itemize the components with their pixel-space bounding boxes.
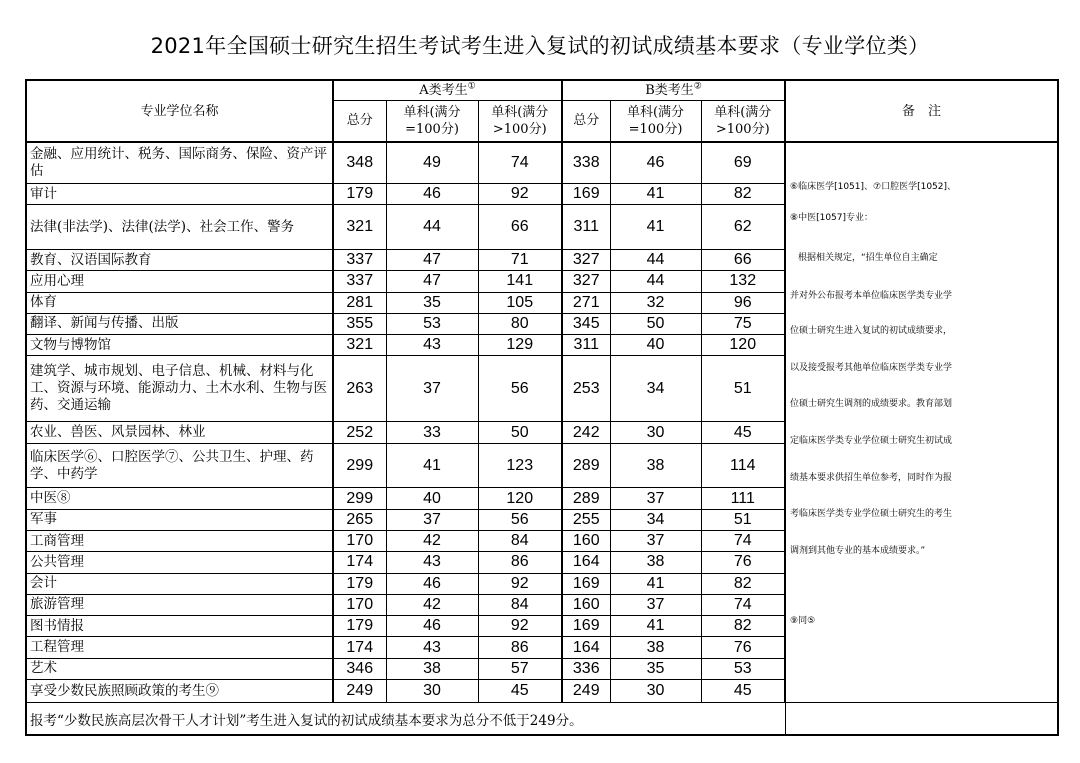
b-total: 160 xyxy=(562,530,610,551)
remark-line: ⑨同⑤ xyxy=(790,616,816,626)
b-single100: 32 xyxy=(610,292,701,313)
header-b-total: 总分 xyxy=(562,100,610,142)
a-single100: 47 xyxy=(386,271,478,292)
a-total: 299 xyxy=(333,443,386,488)
a-single-gt100: 80 xyxy=(478,313,562,334)
b-single-gt100: 96 xyxy=(701,292,785,313)
b-total: 253 xyxy=(562,356,610,422)
a-single-gt100: 86 xyxy=(478,637,562,658)
table-footer-row xyxy=(26,703,1058,735)
b-single-gt100: 76 xyxy=(701,552,785,573)
header-a-single-gt100 xyxy=(478,100,562,142)
a-single-gt100: 92 xyxy=(478,573,562,594)
a-single100: 33 xyxy=(386,422,478,443)
a-single-gt100: 129 xyxy=(478,335,562,356)
b-total: 255 xyxy=(562,509,610,530)
header-remarks: 备 注 xyxy=(785,80,1058,142)
b-total: 289 xyxy=(562,488,610,509)
b-single100: 46 xyxy=(610,142,701,184)
b-single-gt100: 51 xyxy=(701,356,785,422)
b-total: 164 xyxy=(562,552,610,573)
a-single100: 43 xyxy=(386,637,478,658)
b-single100: 38 xyxy=(610,637,701,658)
a-single-gt100: 120 xyxy=(478,488,562,509)
a-total: 179 xyxy=(333,616,386,637)
major-name: 体育 xyxy=(26,292,333,313)
major-name: 临床医学⑥、口腔医学⑦、公共卫生、护理、药学、中药学 xyxy=(26,443,333,488)
header-a-single100-l2: =100分) xyxy=(405,121,459,137)
a-total: 252 xyxy=(333,422,386,443)
major-name: 中医⑧ xyxy=(26,488,333,509)
a-total: 321 xyxy=(333,335,386,356)
b-single-gt100: 45 xyxy=(701,422,785,443)
a-total: 265 xyxy=(333,509,386,530)
b-single100: 30 xyxy=(610,422,701,443)
a-single100: 53 xyxy=(386,313,478,334)
header-group-a-mark: ① xyxy=(467,81,476,92)
b-single100: 37 xyxy=(610,488,701,509)
b-single-gt100: 120 xyxy=(701,335,785,356)
a-single100: 41 xyxy=(386,443,478,488)
b-total: 169 xyxy=(562,184,610,205)
a-single100: 49 xyxy=(386,142,478,184)
a-total: 174 xyxy=(333,637,386,658)
major-name: 图书情报 xyxy=(26,616,333,637)
header-b-single-gt100-l2: >100分) xyxy=(715,121,770,137)
remark-line: 考临床医学类专业学位硕士研究生的考生 xyxy=(790,509,953,519)
a-single-gt100: 45 xyxy=(478,679,562,702)
b-total: 164 xyxy=(562,637,610,658)
b-single100: 30 xyxy=(610,679,701,702)
remark-line: 位硕士研究生进入复试的初试成绩要求， xyxy=(790,326,953,336)
major-name: 工商管理 xyxy=(26,530,333,551)
header-group-b-label: B类考生 xyxy=(645,82,694,98)
a-total: 348 xyxy=(333,142,386,184)
major-name: 翻译、新闻与传播、出版 xyxy=(26,313,333,334)
b-single100: 34 xyxy=(610,356,701,422)
header-major-name: 专业学位名称 xyxy=(26,80,333,142)
b-total: 345 xyxy=(562,313,610,334)
remark-line: ⑧中医[1057]专业： xyxy=(790,213,874,223)
b-single-gt100: 132 xyxy=(701,271,785,292)
b-single-gt100: 111 xyxy=(701,488,785,509)
b-total: 271 xyxy=(562,292,610,313)
b-total: 327 xyxy=(562,250,610,271)
header-b-single100-l1: 单科(满分 xyxy=(626,104,685,120)
remark-line: 绩基本要求供招生单位参考，同时作为报 xyxy=(790,473,953,483)
major-name: 军事 xyxy=(26,509,333,530)
b-single-gt100: 82 xyxy=(701,184,785,205)
header-b-single100 xyxy=(610,100,701,142)
a-single-gt100: 92 xyxy=(478,616,562,637)
a-single100: 47 xyxy=(386,250,478,271)
a-total: 299 xyxy=(333,488,386,509)
a-total: 355 xyxy=(333,313,386,334)
header-group-a xyxy=(333,80,562,100)
major-name: 建筑学、城市规划、电子信息、机械、材料与化工、资源与环境、能源动力、土木水利、生物与医药、交通运输 xyxy=(26,356,333,422)
b-total: 160 xyxy=(562,594,610,615)
header-a-single100-l1: 单科(满分 xyxy=(403,104,461,120)
major-name: 工程管理 xyxy=(26,637,333,658)
major-name: 应用心理 xyxy=(26,271,333,292)
a-single100: 30 xyxy=(386,679,478,702)
score-table xyxy=(25,79,1059,736)
a-total: 263 xyxy=(333,356,386,422)
b-single-gt100: 66 xyxy=(701,250,785,271)
a-single-gt100: 56 xyxy=(478,509,562,530)
header-group-b-mark: ② xyxy=(693,81,702,92)
a-single-gt100: 50 xyxy=(478,422,562,443)
b-total: 311 xyxy=(562,335,610,356)
a-single100: 43 xyxy=(386,335,478,356)
a-single100: 37 xyxy=(386,356,478,422)
b-single-gt100: 114 xyxy=(701,443,785,488)
major-name: 农业、兽医、风景园林、林业 xyxy=(26,422,333,443)
a-single100: 40 xyxy=(386,488,478,509)
a-single100: 44 xyxy=(386,205,478,250)
b-single-gt100: 75 xyxy=(701,313,785,334)
a-single100: 46 xyxy=(386,573,478,594)
b-total: 249 xyxy=(562,679,610,702)
remarks-box xyxy=(786,143,1057,702)
a-single-gt100: 57 xyxy=(478,658,562,679)
b-single100: 40 xyxy=(610,335,701,356)
header-a-total: 总分 xyxy=(333,100,386,142)
a-total: 174 xyxy=(333,552,386,573)
b-single-gt100: 74 xyxy=(701,530,785,551)
header-a-single-gt100-l2: >100分) xyxy=(492,121,547,137)
a-total: 179 xyxy=(333,573,386,594)
a-single-gt100: 92 xyxy=(478,184,562,205)
header-a-single-gt100-l1: 单科(满分 xyxy=(491,104,549,120)
a-single100: 46 xyxy=(386,184,478,205)
a-total: 179 xyxy=(333,184,386,205)
remark-line: 以及接受报考其他单位临床医学类专业学 xyxy=(790,363,953,373)
remark-line: 并对外公布报考本单位临床医学类专业学 xyxy=(790,291,953,301)
remark-line: 调剂到其他专业的基本成绩要求。” xyxy=(790,546,926,556)
a-single-gt100: 71 xyxy=(478,250,562,271)
b-total: 169 xyxy=(562,573,610,594)
a-single100: 42 xyxy=(386,594,478,615)
header-b-single100-l2: =100分) xyxy=(628,121,683,137)
a-total: 337 xyxy=(333,250,386,271)
major-name: 会计 xyxy=(26,573,333,594)
b-single100: 38 xyxy=(610,552,701,573)
major-name: 文物与博物馆 xyxy=(26,335,333,356)
major-name: 旅游管理 xyxy=(26,594,333,615)
page-title: 2021年全国硕士研究生招生考试考生进入复试的初试成绩基本要求（专业学位类） xyxy=(150,34,930,58)
a-total: 321 xyxy=(333,205,386,250)
a-single-gt100: 66 xyxy=(478,205,562,250)
b-single100: 41 xyxy=(610,205,701,250)
remarks-cell xyxy=(785,142,1058,703)
a-total: 170 xyxy=(333,530,386,551)
b-total: 327 xyxy=(562,271,610,292)
b-total: 338 xyxy=(562,142,610,184)
b-single100: 50 xyxy=(610,313,701,334)
a-total: 281 xyxy=(333,292,386,313)
b-single-gt100: 74 xyxy=(701,594,785,615)
b-single100: 44 xyxy=(610,271,701,292)
a-single-gt100: 74 xyxy=(478,142,562,184)
b-total: 289 xyxy=(562,443,610,488)
b-total: 311 xyxy=(562,205,610,250)
remark-line: 位硕士研究生调剂的成绩要求。教育部划 xyxy=(790,399,953,409)
a-single-gt100: 56 xyxy=(478,356,562,422)
b-single100: 44 xyxy=(610,250,701,271)
a-single-gt100: 123 xyxy=(478,443,562,488)
a-single100: 42 xyxy=(386,530,478,551)
b-single100: 35 xyxy=(610,658,701,679)
a-total: 249 xyxy=(333,679,386,702)
a-single100: 38 xyxy=(386,658,478,679)
b-single-gt100: 82 xyxy=(701,616,785,637)
b-total: 169 xyxy=(562,616,610,637)
b-single-gt100: 76 xyxy=(701,637,785,658)
header-b-single-gt100-l1: 单科(满分 xyxy=(714,104,772,120)
b-single-gt100: 51 xyxy=(701,509,785,530)
major-name: 公共管理 xyxy=(26,552,333,573)
major-name: 法律(非法学)、法律(法学)、社会工作、警务 xyxy=(26,205,333,250)
a-single-gt100: 84 xyxy=(478,530,562,551)
a-single-gt100: 86 xyxy=(478,552,562,573)
remark-line: 根据相关规定，“招生单位自主确定 xyxy=(798,253,938,263)
table-row xyxy=(26,142,1058,184)
a-total: 337 xyxy=(333,271,386,292)
a-single-gt100: 84 xyxy=(478,594,562,615)
remark-line: ⑥临床医学[1051]、⑦口腔医学[1052]、 xyxy=(790,182,957,192)
a-single100: 35 xyxy=(386,292,478,313)
major-name: 享受少数民族照顾政策的考生⑨ xyxy=(26,679,333,702)
a-total: 346 xyxy=(333,658,386,679)
b-single100: 41 xyxy=(610,616,701,637)
a-single100: 43 xyxy=(386,552,478,573)
footer-note: 报考“少数民族高层次骨干人才计划”考生进入复试的初试成绩基本要求为总分不低于249分。 xyxy=(26,703,785,735)
b-single-gt100: 53 xyxy=(701,658,785,679)
header-a-single100 xyxy=(386,100,478,142)
a-single100: 37 xyxy=(386,509,478,530)
major-name: 艺术 xyxy=(26,658,333,679)
major-name: 审计 xyxy=(26,184,333,205)
b-single100: 37 xyxy=(610,530,701,551)
b-total: 242 xyxy=(562,422,610,443)
b-single100: 41 xyxy=(610,184,701,205)
b-single-gt100: 82 xyxy=(701,573,785,594)
b-single100: 38 xyxy=(610,443,701,488)
header-group-b xyxy=(562,80,785,100)
header-group-a-label: A类考生 xyxy=(419,82,468,98)
a-single-gt100: 105 xyxy=(478,292,562,313)
header-b-single-gt100 xyxy=(701,100,785,142)
b-single100: 41 xyxy=(610,573,701,594)
b-single100: 34 xyxy=(610,509,701,530)
b-single-gt100: 45 xyxy=(701,679,785,702)
a-total: 170 xyxy=(333,594,386,615)
major-name: 金融、应用统计、税务、国际商务、保险、资产评估 xyxy=(26,142,333,184)
major-name: 教育、汉语国际教育 xyxy=(26,250,333,271)
b-total: 336 xyxy=(562,658,610,679)
b-single-gt100: 69 xyxy=(701,142,785,184)
b-single100: 37 xyxy=(610,594,701,615)
a-single100: 46 xyxy=(386,616,478,637)
remark-line: 定临床医学类专业学位硕士研究生初试成 xyxy=(790,436,953,446)
b-single-gt100: 62 xyxy=(701,205,785,250)
a-single-gt100: 141 xyxy=(478,271,562,292)
